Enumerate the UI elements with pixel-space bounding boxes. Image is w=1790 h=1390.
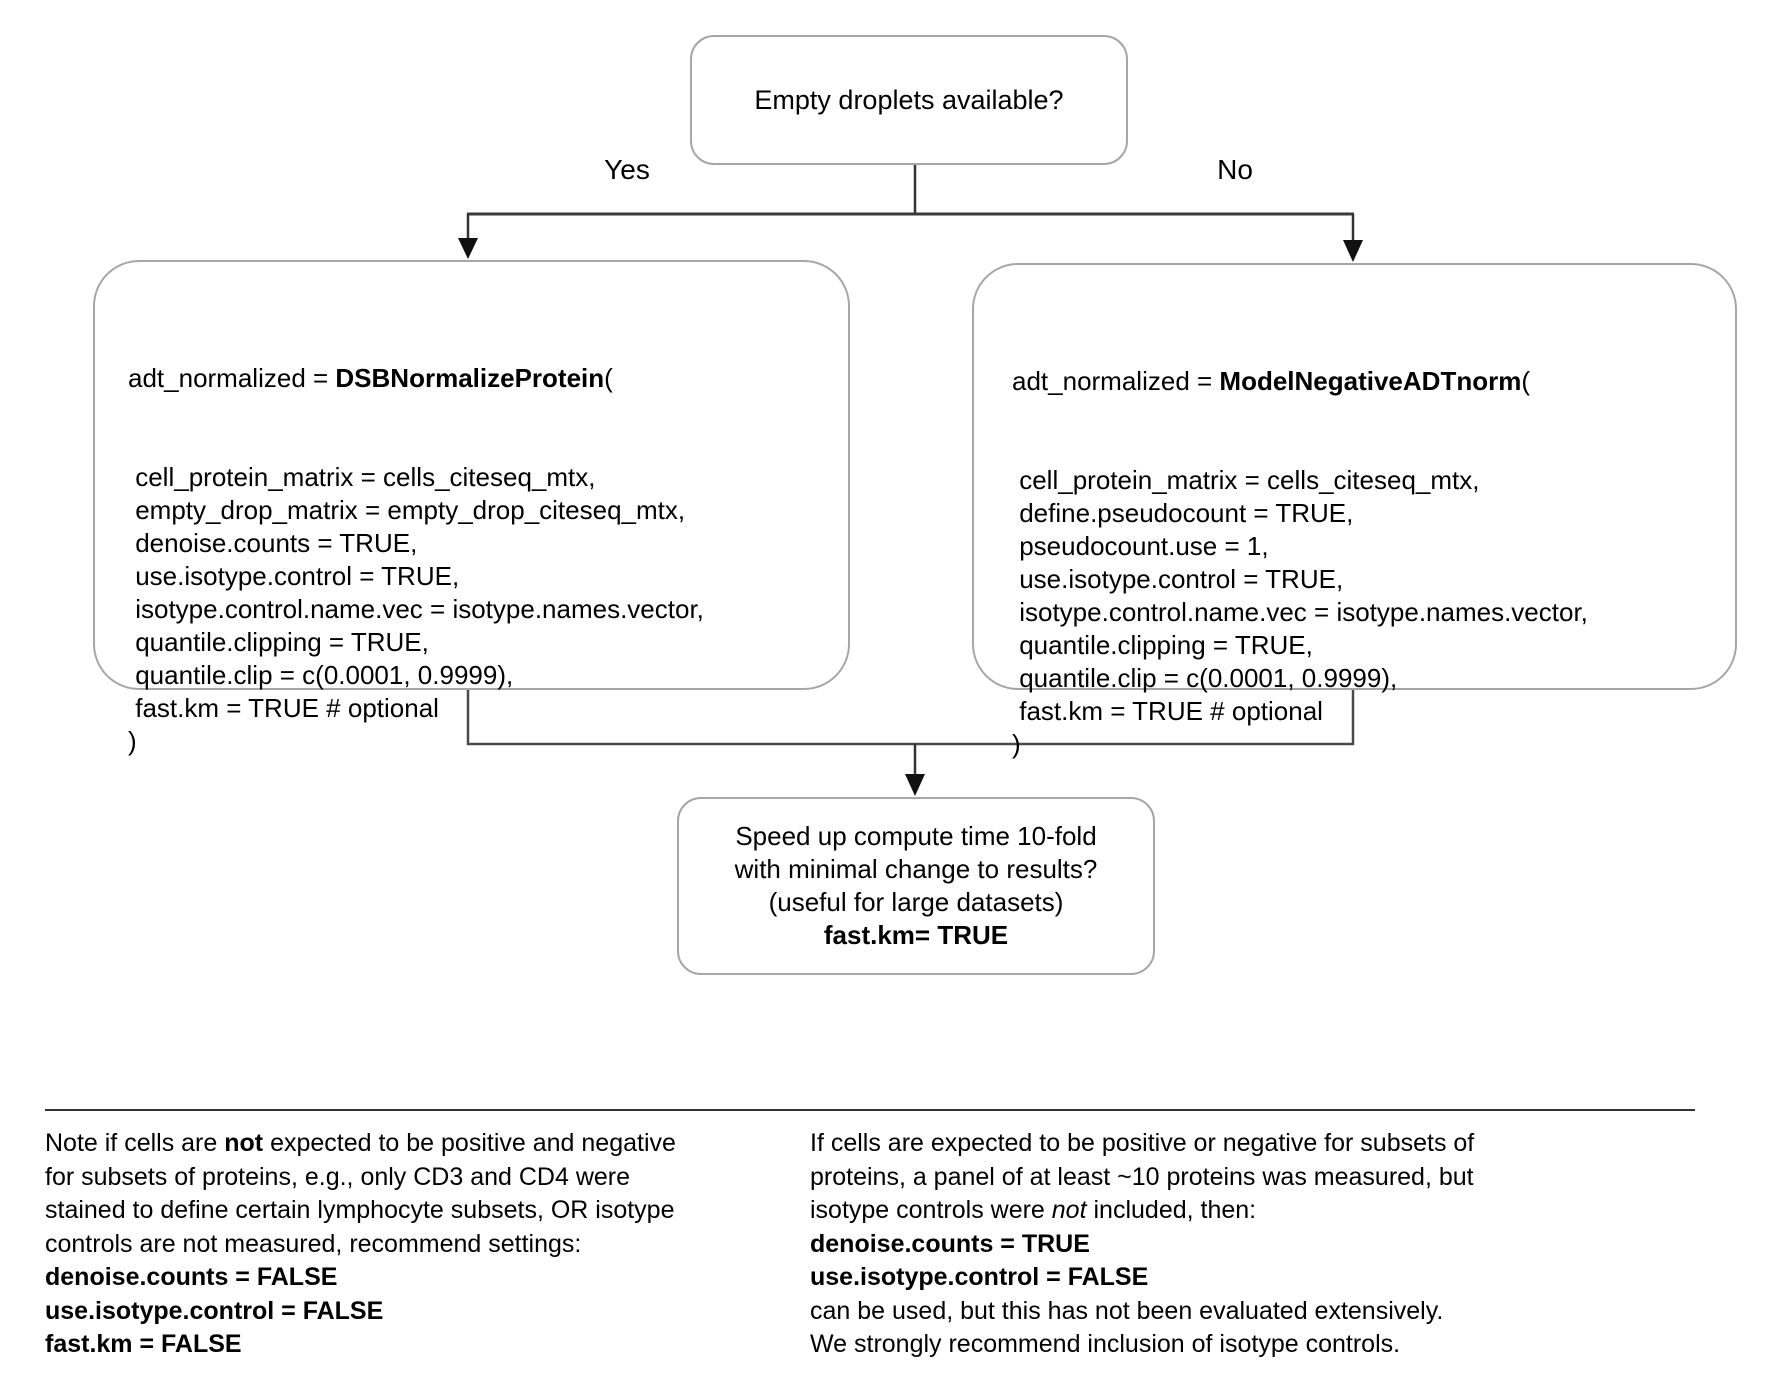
text-line: fast.km = TRUE # optional	[1012, 696, 1323, 726]
code-body	[1012, 464, 1727, 761]
yes-label: Yes	[604, 154, 650, 185]
text-line	[810, 1261, 1740, 1295]
text-segment: denoise.counts = FALSE	[45, 1263, 338, 1291]
footnote-right	[810, 1127, 1740, 1362]
text-line: define.pseudocount = TRUE,	[1012, 498, 1354, 528]
text-line	[45, 1328, 805, 1362]
text-line: stained to define certain lymphocyte subsets, OR isotype	[45, 1196, 675, 1224]
text-segment: expected to be positive and negative	[263, 1129, 676, 1157]
text-line: with minimal change to results?	[734, 854, 1098, 884]
text-segment: (	[604, 363, 613, 393]
text-segment: denoise.counts = TRUE	[810, 1229, 1090, 1258]
text-line: quantile.clipping = TRUE,	[128, 627, 429, 657]
text-line	[45, 1295, 805, 1329]
result-box-text	[679, 820, 1153, 952]
text-line: )	[128, 726, 137, 756]
text-segment: fast.km= TRUE	[823, 920, 1009, 950]
text-segment: Note if cells are	[45, 1129, 225, 1157]
text-line	[810, 1228, 1740, 1262]
text-line: quantile.clip = c(0.0001, 0.9999),	[128, 660, 514, 690]
text-segment: adt_normalized =	[128, 363, 336, 393]
text-segment: adt_normalized =	[1012, 366, 1220, 396]
yes-arrowhead-icon	[458, 238, 478, 259]
text-segment: isotype controls were	[810, 1196, 1052, 1224]
text-line: denoise.counts = TRUE,	[128, 528, 418, 558]
no-label: No	[1217, 154, 1253, 185]
text-line: can be used, but this has not been evaluated extensively.	[810, 1296, 1444, 1325]
text-line	[45, 1261, 805, 1295]
text-segment: use.isotype.control = FALSE	[810, 1263, 1149, 1291]
text-line: for subsets of proteins, e.g., only CD3 and CD4 were	[45, 1162, 631, 1191]
decision-box-text: Empty droplets available?	[754, 84, 1064, 115]
result-box	[677, 797, 1155, 975]
model-negative-adt-code-box	[972, 263, 1737, 759]
text-line	[810, 1194, 1740, 1228]
decision-box	[690, 35, 1128, 165]
text-segment: not	[224, 1129, 264, 1157]
text-line: quantile.clip = c(0.0001, 0.9999),	[1012, 663, 1398, 693]
text-line: isotype.control.name.vec = isotype.names.vector,	[128, 594, 704, 624]
text-line: quantile.clipping = TRUE,	[1012, 630, 1313, 660]
text-line: controls are not measured, recommend settings:	[45, 1229, 582, 1258]
text-line: proteins, a panel of at least ~10 proteins was measured, but	[810, 1162, 1474, 1191]
text-line: (useful for large datasets)	[768, 887, 1064, 917]
text-line: pseudocount.use = 1,	[1012, 531, 1269, 561]
text-segment: ModelNegativeADTnorm	[1219, 366, 1522, 396]
dsb-normalize-code-box	[93, 260, 850, 756]
text-segment: DSBNormalizeProtein	[335, 363, 605, 393]
text-line: cell_protein_matrix = cells_citeseq_mtx,	[128, 462, 596, 492]
text-segment: (	[1521, 366, 1530, 396]
text-line	[679, 919, 1153, 952]
text-line: We strongly recommend inclusion of isotype controls.	[810, 1330, 1401, 1358]
code-header-line	[1012, 365, 1727, 398]
text-line: )	[1012, 729, 1021, 759]
no-arrowhead-icon	[1343, 240, 1363, 262]
text-segment: fast.km = FALSE	[45, 1330, 242, 1358]
footnote-left	[45, 1127, 805, 1362]
text-line: use.isotype.control = TRUE,	[128, 561, 460, 591]
code-body	[128, 461, 840, 758]
text-line: fast.km = TRUE # optional	[128, 693, 439, 723]
text-line	[45, 1127, 805, 1161]
text-segment: use.isotype.control = FALSE	[45, 1296, 384, 1325]
code-header-line	[128, 362, 840, 395]
result-arrowhead-icon	[905, 774, 925, 796]
text-line: use.isotype.control = TRUE,	[1012, 564, 1344, 594]
text-line: If cells are expected to be positive or negative for subsets of	[810, 1129, 1475, 1157]
text-line: cell_protein_matrix = cells_citeseq_mtx,	[1012, 465, 1480, 495]
text-segment: included, then:	[1086, 1196, 1257, 1224]
text-line: isotype.control.name.vec = isotype.names.vector,	[1012, 597, 1588, 627]
text-line: empty_drop_matrix = empty_drop_citeseq_mtx,	[128, 495, 686, 525]
text-line: Speed up compute time 10-fold	[735, 821, 1097, 851]
text-segment: not	[1051, 1196, 1087, 1224]
